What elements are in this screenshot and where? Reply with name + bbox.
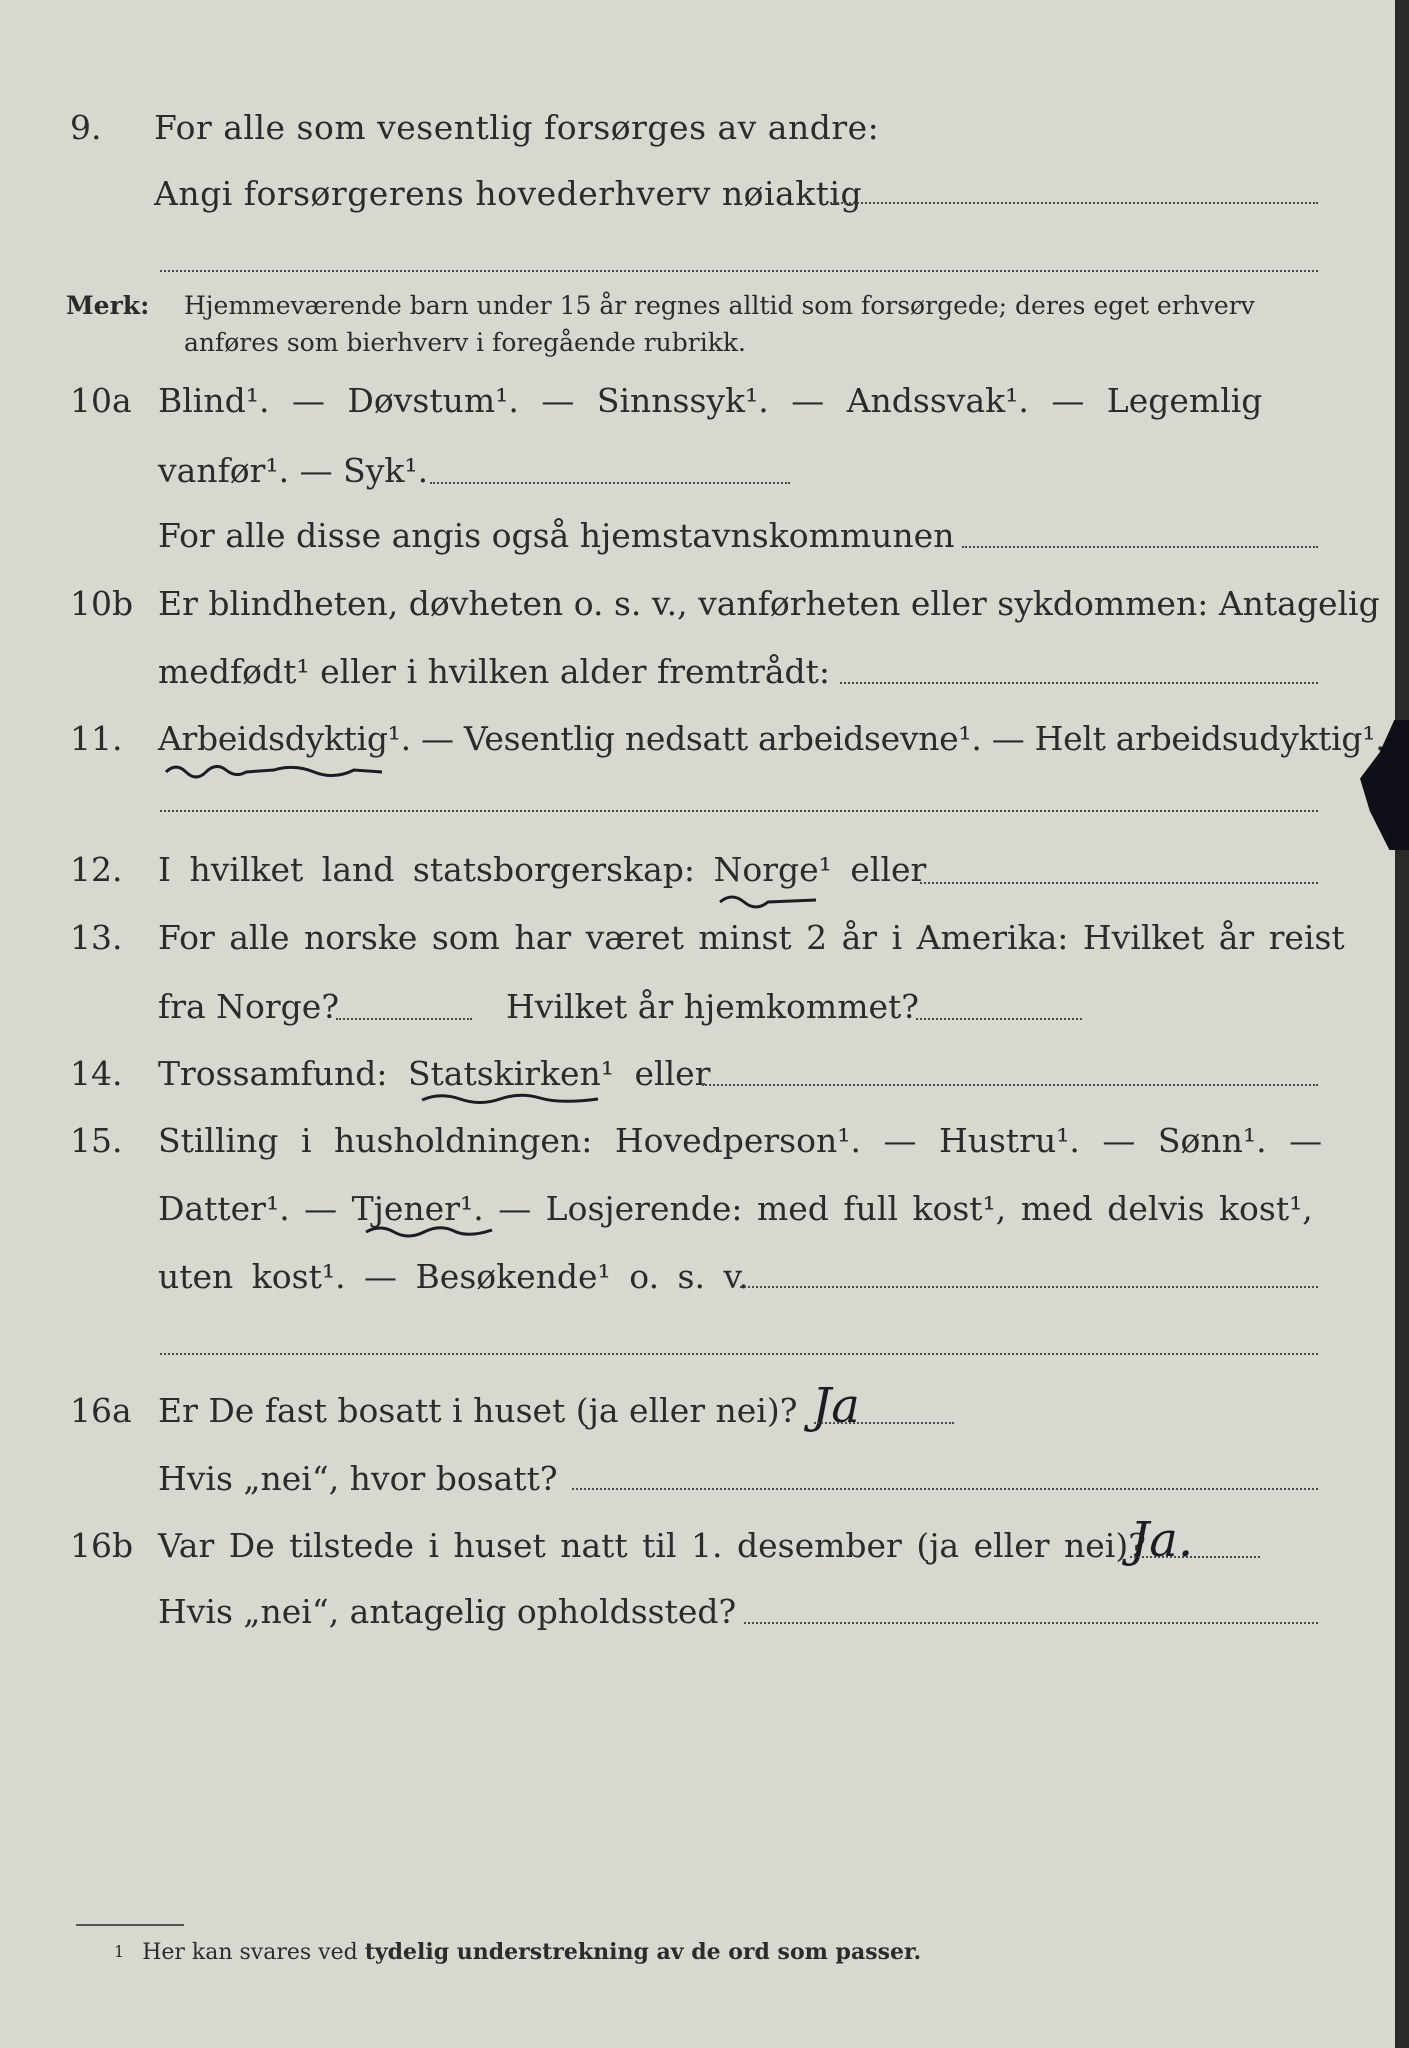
- q12-row: [0, 846, 1395, 894]
- q15-answer-line2[interactable]: [160, 1353, 1318, 1355]
- q11-line1: Arbeidsdyktig¹. — Vesentlig nedsatt arbeidsevne¹. — Helt arbeidsudyktig¹.: [158, 719, 1386, 758]
- q15-handwritten-underline: [364, 1222, 494, 1240]
- q16a-line2: Hvis „nei“, hvor bosatt?: [158, 1459, 558, 1498]
- q10b-row2: [0, 648, 1395, 696]
- q10a-syk-line[interactable]: [430, 482, 790, 484]
- q10b-number: 10b: [70, 584, 134, 623]
- q15-line3: uten kost¹. — Besøkende¹ o. s. v.: [158, 1257, 749, 1296]
- q10a-row3: [0, 512, 1395, 560]
- q10a-row: [0, 377, 1395, 425]
- q16a-answer-line[interactable]: [814, 1422, 954, 1424]
- q10a-line2: vanfør¹. — Syk¹.: [158, 451, 429, 490]
- q16b-number: 16b: [70, 1526, 134, 1565]
- q16a-row: [0, 1387, 1395, 1435]
- q13-hjemkommet-line[interactable]: [916, 1018, 1082, 1020]
- q14-handwritten-underline: [420, 1090, 600, 1106]
- footnote-rule: [76, 1924, 184, 1926]
- q13-row: [0, 914, 1395, 962]
- q16a-handwritten-answer: Ja: [812, 1378, 860, 1434]
- q13-line1: For alle norske som har været minst 2 år i Amerika: Hvilket år reist: [158, 918, 1345, 957]
- q14-line1: Trossamfund: Statskirken¹ eller: [158, 1054, 711, 1093]
- q16a-line1: Er De fast bosatt i huset (ja eller nei)?: [158, 1391, 798, 1430]
- footnote-text-b: tydelig understrekning av de ord som passer.: [364, 1939, 922, 1965]
- merk-line2: anføres som bierhverv i foregående rubrikk.: [184, 328, 746, 357]
- q11-row: [0, 715, 1395, 763]
- q15-answer-line[interactable]: [740, 1286, 1318, 1288]
- q13-row2: [0, 983, 1395, 1031]
- footnote: [114, 1937, 921, 1969]
- q16b-handwritten-answer: Ja.: [1130, 1512, 1194, 1568]
- q10b-line2: medfødt¹ eller i hvilken alder fremtrådt:: [158, 652, 831, 691]
- q15-line1: Stilling i husholdningen: Hovedperson¹. — Hustru¹. — Sønn¹. —: [158, 1121, 1323, 1160]
- q13-reist-line[interactable]: [336, 1018, 472, 1020]
- q16a-bosatt-line[interactable]: [572, 1488, 1318, 1490]
- q11-handwritten-underline: [164, 760, 384, 780]
- q10a-line1: Blind¹. — Døvstum¹. — Sinnssyk¹. — Andssvak¹. — Legemlig: [158, 381, 1263, 420]
- q15-row2: [0, 1185, 1395, 1233]
- q11-number: 11.: [70, 719, 123, 758]
- q16b-opholdssted-line[interactable]: [744, 1622, 1318, 1624]
- q15-line2: Datter¹. — Tjener¹. — Losjerende: med full kost¹, med delvis kost¹,: [158, 1189, 1313, 1228]
- q9-row2: [0, 170, 1395, 218]
- footnote-text-a: Her kan svares ved: [142, 1940, 365, 1965]
- q10a-hjemstavn-line[interactable]: [962, 546, 1318, 548]
- q9-number: 9.: [70, 108, 102, 147]
- q10b-answer-line[interactable]: [840, 682, 1318, 684]
- q12-number: 12.: [70, 850, 123, 889]
- q16b-row2: [0, 1588, 1395, 1636]
- q15-row: [0, 1117, 1395, 1165]
- q10a-number: 10a: [70, 381, 132, 420]
- q10b-row: [0, 580, 1395, 628]
- q9-answer-line2[interactable]: [160, 270, 1318, 272]
- q11-answer-line[interactable]: [160, 810, 1318, 812]
- q10a-line3: For alle disse angis også hjemstavnskommunen: [158, 516, 955, 555]
- q16b-answer-line[interactable]: [1130, 1556, 1260, 1558]
- q16b-line2: Hvis „nei“, antagelig opholdssted?: [158, 1592, 737, 1631]
- q9-line2: Angi forsørgerens hovederhverv nøiaktig: [154, 174, 863, 213]
- q15-row3: [0, 1253, 1395, 1301]
- q14-number: 14.: [70, 1054, 123, 1093]
- q13-line2b: Hvilket år hjemkommet?: [506, 987, 919, 1026]
- q12-answer-line[interactable]: [920, 882, 1318, 884]
- q10a-row2: [0, 447, 1395, 495]
- q16a-number: 16a: [70, 1391, 132, 1430]
- q16a-row2: [0, 1455, 1395, 1503]
- q13-line2a: fra Norge?: [158, 987, 340, 1026]
- q9-row: [0, 104, 1395, 152]
- q16b-line1: Var De tilstede i huset natt til 1. desember (ja eller nei)?: [158, 1526, 1146, 1565]
- footnote-mark: 1: [114, 1942, 125, 1961]
- q9-answer-line[interactable]: [830, 202, 1318, 204]
- merk-line1: Hjemmeværende barn under 15 år regnes alltid som forsørgede; deres eget erhverv: [184, 291, 1255, 320]
- q12-line1: I hvilket land statsborgerskap: Norge¹ eller: [158, 850, 927, 889]
- q12-handwritten-underline: [718, 890, 818, 910]
- q9-line1: For alle som vesentlig forsørges av andre:: [154, 108, 880, 147]
- q14-row: [0, 1050, 1395, 1098]
- q14-answer-line[interactable]: [702, 1084, 1318, 1086]
- q15-number: 15.: [70, 1121, 123, 1160]
- merk-label: Merk:: [66, 291, 150, 320]
- q13-number: 13.: [70, 918, 123, 957]
- q10b-line1: Er blindheten, døvheten o. s. v., vanførheten eller sykdommen: Antagelig: [158, 584, 1380, 623]
